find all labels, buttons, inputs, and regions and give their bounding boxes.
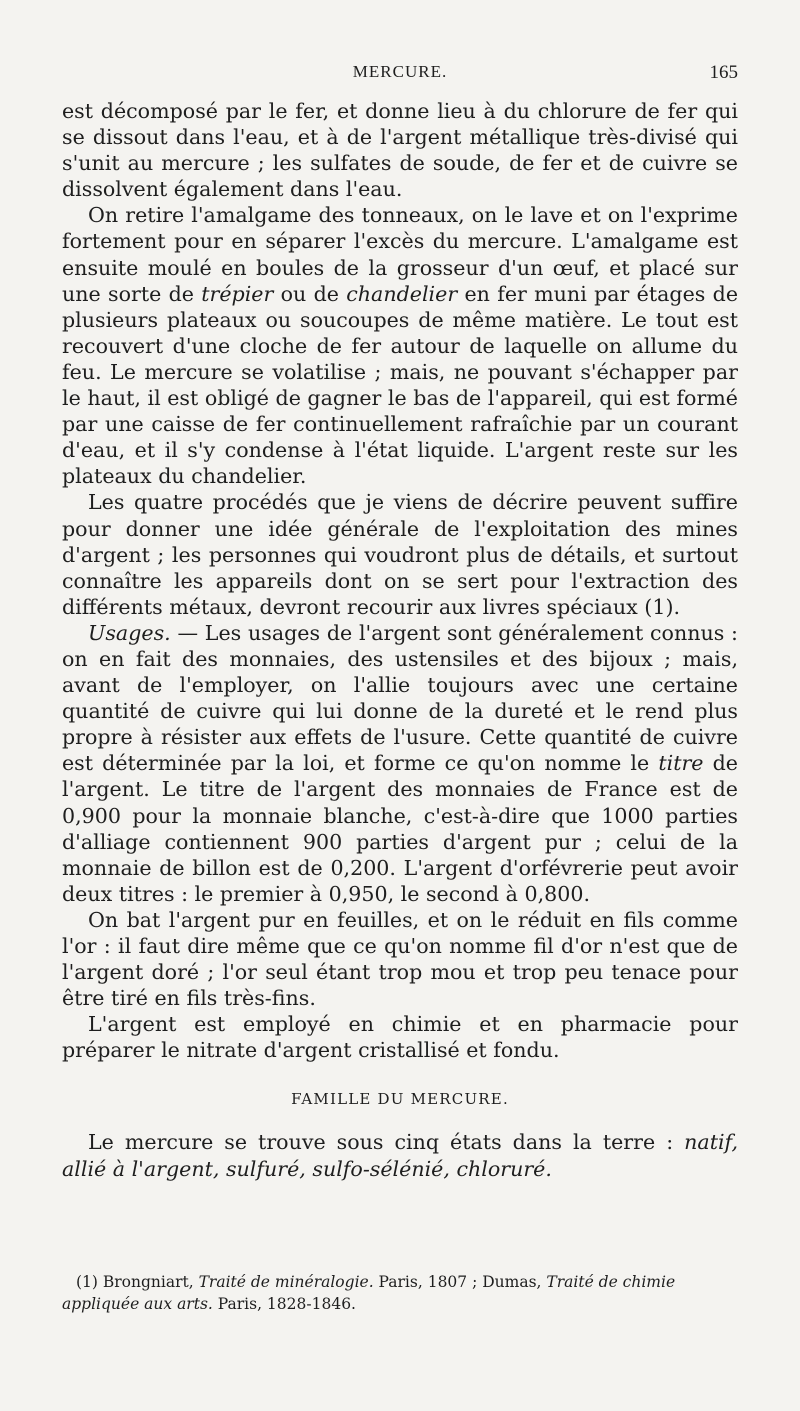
paragraph-chimie: L'argent est employé en chimie et en pharmacie pour préparer le nitrate d'argent cristallisé et fondu. (62, 1012, 738, 1063)
body-text (62, 98, 738, 1182)
italic-heading-usages: Usages. (88, 620, 171, 645)
paragraph-feuilles: On bat l'argent pur en feuilles, et on le réduit en fils comme l'or : il faut dire même que ce qu'on nomme fil d'or n'est que de l'argent doré ; l'or seul étant trop mou et trop peu tenace pour être tiré en fils très-fins. (62, 907, 738, 1011)
text-run: — Les usages de l'argent sont généralement connus : on en fait des monnaies, des ustensiles et des bijoux ; mais, avant de l'employer, on l'allie toujours avec une certaine quantité de cuivre qui lui donne de la dureté et le rend plus propre à résister aux effets de l'usure. Cette quantité de cuivre est déterminée par la loi, et forme ce qu'on nomme le (62, 620, 738, 776)
text-run: en fer muni par étages de plusieurs plateaux ou soucoupes de même matière. Le tout est recouvert d'une cloche de fer autour de laquelle on allume du feu. Le mercure se volatilise ; mais, ne pouvant s'échapper par le haut, il est obligé de gagner le bas de l'appareil, qui est formé par une caisse de fer continuellement rafraîchie par un courant d'eau, et il s'y condense à l'état liquide. L'argent reste sur les plateaux du chandelier. (62, 281, 739, 489)
italic-term-titre: titre (658, 751, 704, 776)
text-run: Le mercure se trouve sous cinq états dans la terre : (88, 1130, 685, 1155)
paragraph-usages (62, 620, 738, 907)
italic-states-list: natif, allié à l'argent, sulfuré, sulfo-sélénié, chloruré. (62, 1130, 738, 1181)
italic-title-chimie: Traité de chimie appliquée aux arts. (62, 1273, 676, 1313)
text-run: Paris, 1828-1846. (212, 1295, 356, 1313)
section-title: FAMILLE DU MERCURE. (291, 1090, 509, 1109)
text-run: On retire l'amalgame des tonneaux, on le lave et on l'exprime fortement pour en séparer l'excès du mercure. L'amalgame est ensuite moulé en boules de la grosseur d'un œuf, et placé sur une sorte de (62, 203, 738, 306)
text-run: Paris, 1807 ; Dumas, (373, 1273, 547, 1291)
paragraph-mercure (62, 1129, 738, 1181)
text-run: (1) Brongniart, (76, 1273, 199, 1291)
page-header (62, 62, 738, 86)
page-number: 165 (709, 62, 738, 83)
paragraph-amalgam (62, 202, 738, 489)
footnote (62, 1271, 738, 1315)
paragraph-procedes: Les quatre procédés que je viens de décrire peuvent suffire pour donner une idée générale de l'exploitation des mines d'argent ; les personnes qui voudront plus de détails, et surtout connaître les appareils dont on se sert pour l'extraction des différents métaux, devront recourir aux livres spéciaux (1). (62, 490, 738, 619)
text-run: de l'argent. Le titre de l'argent des monnaies de France est de 0,900 pour la monnaie blanche, c'est-à-dire que 1000 parties d'alliage contiennent 900 parties d'argent pur ; celui de la monnaie de billon est de 0,200. L'argent d'orfévrerie peut avoir deux titres : le premier à 0,950, le second à 0,800. (62, 751, 738, 906)
text-run: ou de (273, 281, 347, 306)
running-head: MERCURE. (352, 62, 448, 81)
italic-term-chandelier: chandelier (346, 281, 458, 306)
italic-term-trepier: trépier (201, 281, 274, 306)
italic-title-mineralogie: Traité de minéralogie. (198, 1273, 374, 1291)
paragraph-continued: est décomposé par le fer, et donne lieu à du chlorure de fer qui se dissout dans l'eau, et à de l'argent métallique très-divisé qui s'unit au mercure ; les sulfates de soude, de fer et de cuivre se dissolvent également dans l'eau. (62, 99, 738, 202)
